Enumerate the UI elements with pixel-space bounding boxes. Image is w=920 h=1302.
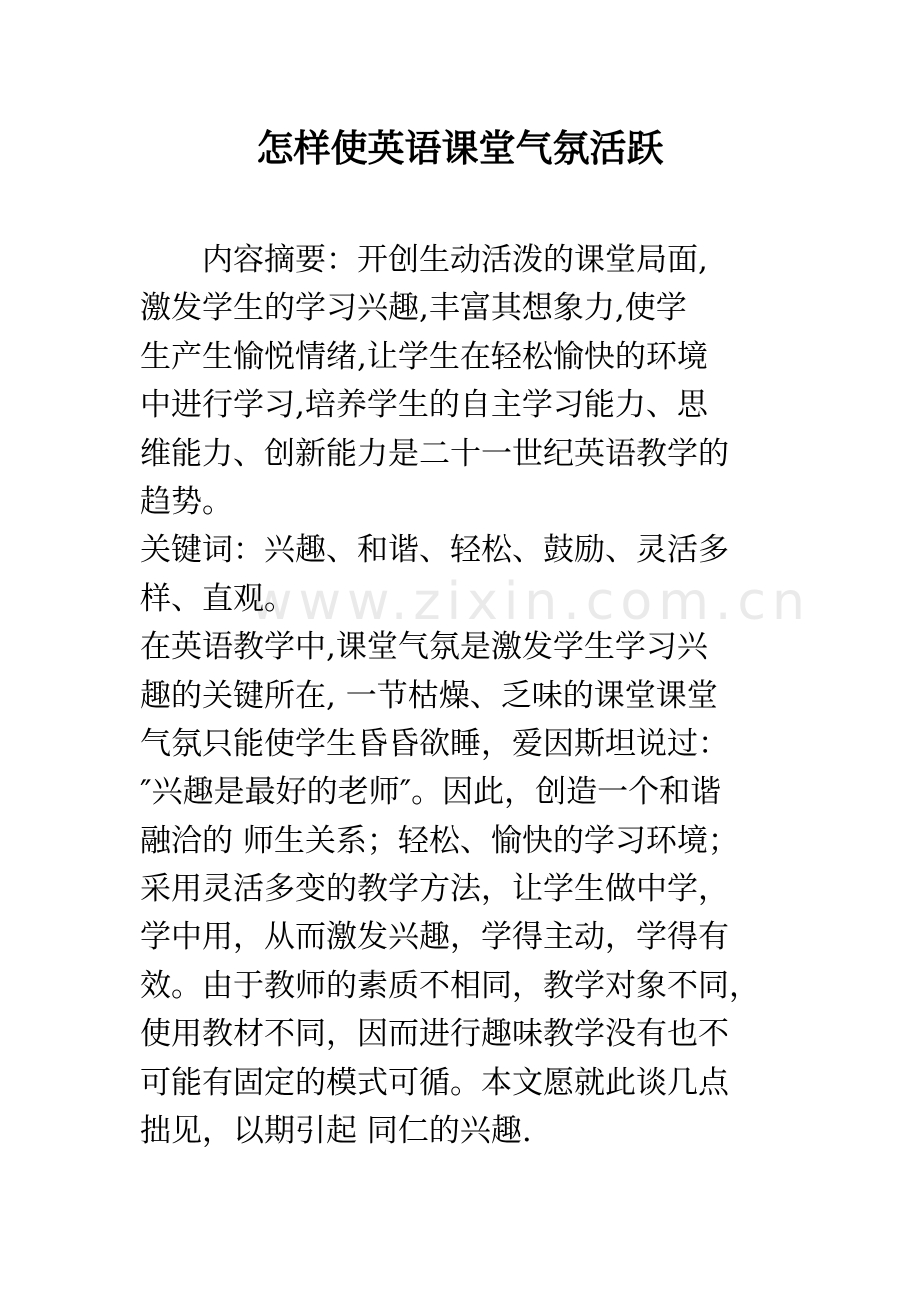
paragraph-line-3: 气氛只能使学生昏昏欲睡，爱因斯坦说过： (140, 725, 729, 762)
paragraph-line-5: 融洽的 师生关系；轻松、愉快的学习环境； (140, 822, 739, 859)
watermark: www.zixin.com.cn (250, 572, 811, 632)
paragraph-line-9: 使用教材不同，因而进行趣味教学没有也不 (140, 1016, 729, 1053)
abstract-line-1: 内容摘要：开创生动活泼的课堂局面, (140, 242, 708, 278)
paragraph-line-8: 效。由于教师的素质不相同，教学对象不同， (140, 967, 760, 1004)
paragraph-line-2: 趣的关键所在, 一节枯燥、乏味的课堂课堂 (140, 677, 718, 714)
document-body (140, 236, 820, 1155)
paragraph-line-11: 拙见，以期引起 同仁的兴趣. (140, 1113, 532, 1150)
keywords-line-1: 关键词：兴趣、和谐、轻松、鼓励、灵活多 (140, 532, 729, 569)
abstract-line-2: 激发学生的学习兴趣,丰富其想象力,使学 (140, 290, 687, 327)
abstract-line-3: 生产生愉悦情绪,让学生在轻松愉快的环境 (140, 338, 708, 375)
paragraph-line-4: ″兴趣是最好的老师″。因此，创造一个和谐 (140, 774, 722, 811)
paragraph-line-1: 在英语教学中,课堂气氛是激发学生学习兴 (140, 629, 708, 666)
paragraph-line-6: 采用灵活多变的教学方法，让学生做中学， (140, 871, 729, 908)
keywords-line-2: 样、直观。 (140, 580, 295, 617)
document-title: 怎样使英语课堂气氛活跃 (256, 126, 664, 170)
abstract-line-6: 趋势。 (140, 483, 233, 520)
paragraph-line-7: 学中用，从而激发兴趣，学得主动，学得有 (140, 919, 729, 956)
abstract-line-5: 维能力、创新能力是二十一世纪英语教学的 (140, 435, 729, 472)
abstract-line-4: 中进行学习,培养学生的自主学习能力、思 (140, 387, 708, 424)
paragraph-line-10: 可能有固定的模式可循。本文愿就此谈几点 (140, 1064, 729, 1101)
